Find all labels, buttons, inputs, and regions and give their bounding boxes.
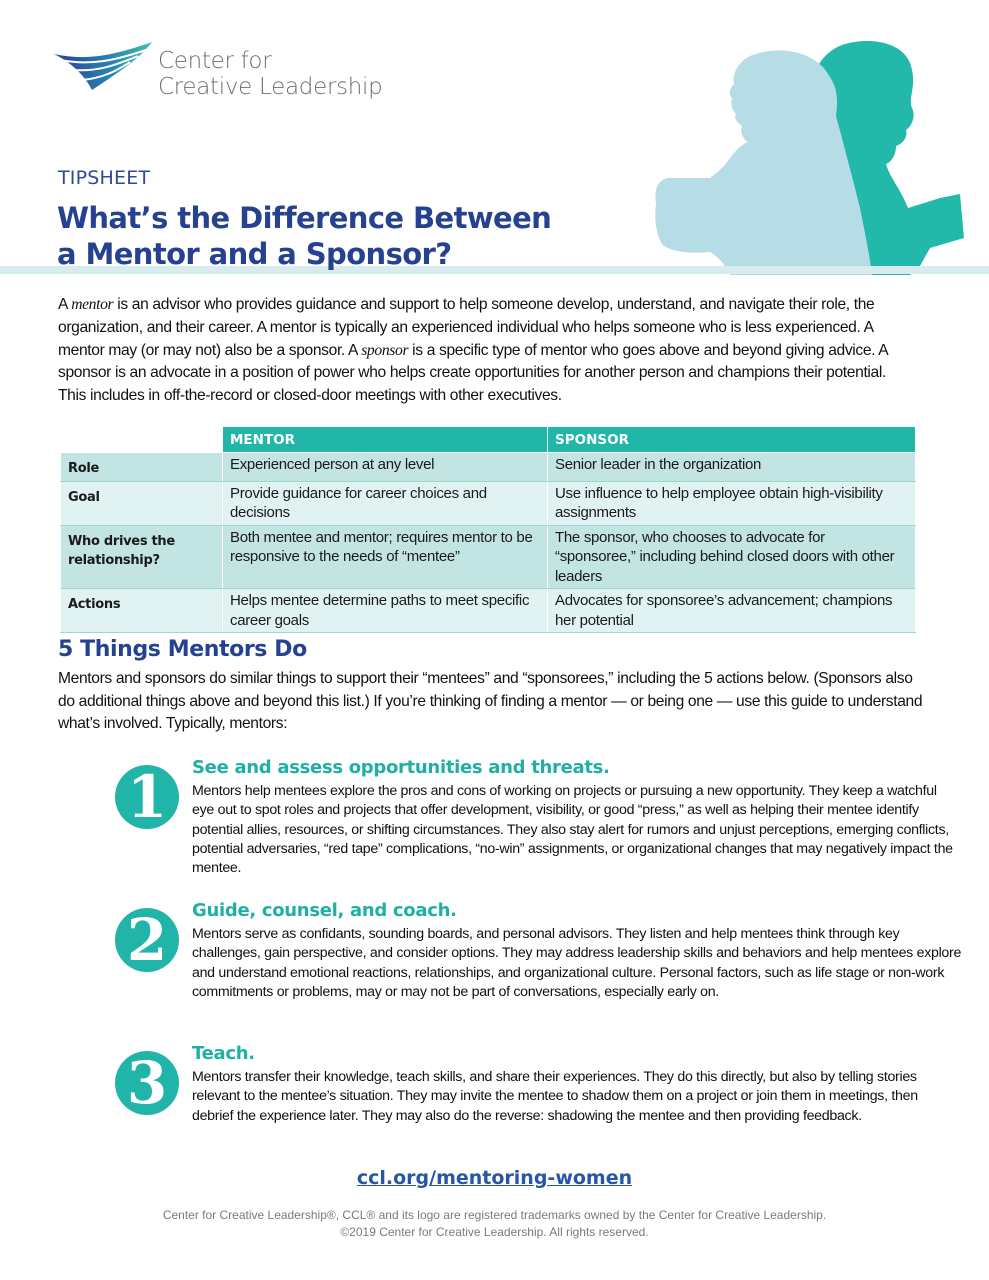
header-blank (61, 427, 223, 453)
wing-logo-icon (52, 40, 156, 96)
page-title (57, 200, 551, 272)
mentor-cell: Helps mentee determine paths to meet specific career goals (223, 589, 548, 633)
sponsor-cell: Use influence to help employee obtain high-visibility assignments (548, 481, 916, 525)
number-3-icon: 3 (115, 1051, 179, 1115)
row-label: Who drives the relationship? (61, 525, 223, 589)
footer-link-container (0, 1167, 989, 1189)
logo-wordmark (158, 48, 382, 100)
ccl-logo (52, 40, 392, 110)
mentor-cell: Both mentee and mentor; requires mentor to be responsive to the needs of “mentee” (223, 525, 548, 589)
header-sponsor: SPONSOR (548, 427, 916, 453)
term-sponsor: sponsor (361, 341, 409, 359)
mentoring-women-link[interactable]: ccl.org/mentoring-women (356, 1167, 633, 1189)
logo-line-2: Creative Leadership (158, 74, 383, 100)
mentor-cell: Experienced person at any level (223, 453, 548, 482)
table-row (61, 481, 916, 525)
number-2-icon: 2 (115, 908, 179, 972)
row-label: Goal (61, 481, 223, 525)
item-body: Mentors help mentees explore the pros and cons of working on projects or pursuing a new opportunity. They keep a watchful eye out to spot roles and projects that offer development, visibility, or good “press,” as well as helping their mentee identify potential allies, resources, or shifting circumstances. They also stay alert for rumors and unjust perceptions, emerging conflicts, potential adversaries, “red tape” complications, “no-win” assignments, or organizational changes that may negatively impact the mentee. (192, 783, 953, 877)
mentor-cell: Provide guidance for career choices and decisions (223, 481, 548, 525)
item-title: See and assess opportunities and threats. (192, 757, 610, 778)
trademark-notice: Center for Creative Leadership®, CCL® and its logo are registered trademarks owned by the Center for Creative Leadership. (162, 1208, 827, 1222)
footer-legal (0, 1207, 989, 1241)
item-title: Teach. (192, 1043, 255, 1064)
term-mentor: mentor (71, 296, 114, 313)
title-line-1: What’s the Difference Between (57, 201, 552, 235)
row-label: Role (61, 453, 223, 482)
copyright-notice: ©2019 Center for Creative Leadership. All rights reserved. (340, 1225, 649, 1239)
table-row (61, 453, 916, 482)
sponsor-cell: The sponsor, who chooses to advocate for “sponsoree,” including behind closed doors with other leaders (548, 525, 916, 589)
header-mentor: MENTOR (223, 427, 548, 453)
comparison-table (60, 426, 916, 633)
table-row (61, 589, 916, 633)
table-row (61, 525, 916, 589)
number-1-icon: 1 (115, 765, 179, 829)
table-header-row (61, 427, 916, 453)
sponsor-cell: Senior leader in the organization (548, 453, 916, 482)
logo-line-1: Center for (158, 48, 272, 74)
intro-paragraph: A mentor is an advisor who provides guidance and support to help someone develop, understand, and navigate their role, the organization, and their career. A mentor is typically an experienced individual who helps someone who is less experienced. A mentor may (or may not) also be a sponsor. A sponsor is a specific type of mentor who goes above and beyond giving advice. A sponsor is an advocate in a position of power who helps create opportunities for another person and champions their potential. This includes in off-the-record or closed-door meetings with other executives. (58, 296, 888, 405)
section-lead: Mentors and sponsors do similar things to support their “mentees” and “sponsorees,” including the 5 actions below. (Sponsors also do additional things above and beyond this list.) If you’re thinking of finding a mentor — or being one — use this guide to understand what’s involved. Typically, mentors: (58, 670, 923, 733)
silhouette-illustration (640, 38, 989, 275)
title-line-2: a Mentor and a Sponsor? (57, 237, 452, 271)
row-label: Actions (61, 589, 223, 633)
item-title: Guide, counsel, and coach. (192, 900, 457, 921)
eyebrow-label: TIPSHEET (58, 167, 151, 189)
item-body: Mentors transfer their knowledge, teach skills, and share their experiences. They do this directly, but also by telling stories relevant to the mentee’s situation. They may invite the mentee to shadow them on a project or join them in meetings, then debrief the experience later. They may also do the reverse: shadowing the mentee and then providing feedback. (192, 1069, 918, 1124)
item-body: Mentors serve as confidants, sounding boards, and personal advisors. They listen and help mentees think through key challenges, gain perspective, and consider options. They may address leadership skills and behaviors and help mentees explore and understand emotional reactions, relationships, and organizational culture. Personal factors, such as life stage or non-work commitments or problems, may or may not be part of conversations, especially early on. (192, 926, 962, 1000)
sponsor-cell: Advocates for sponsoree’s advancement; champions her potential (548, 589, 916, 633)
section-heading: 5 Things Mentors Do (58, 637, 307, 662)
